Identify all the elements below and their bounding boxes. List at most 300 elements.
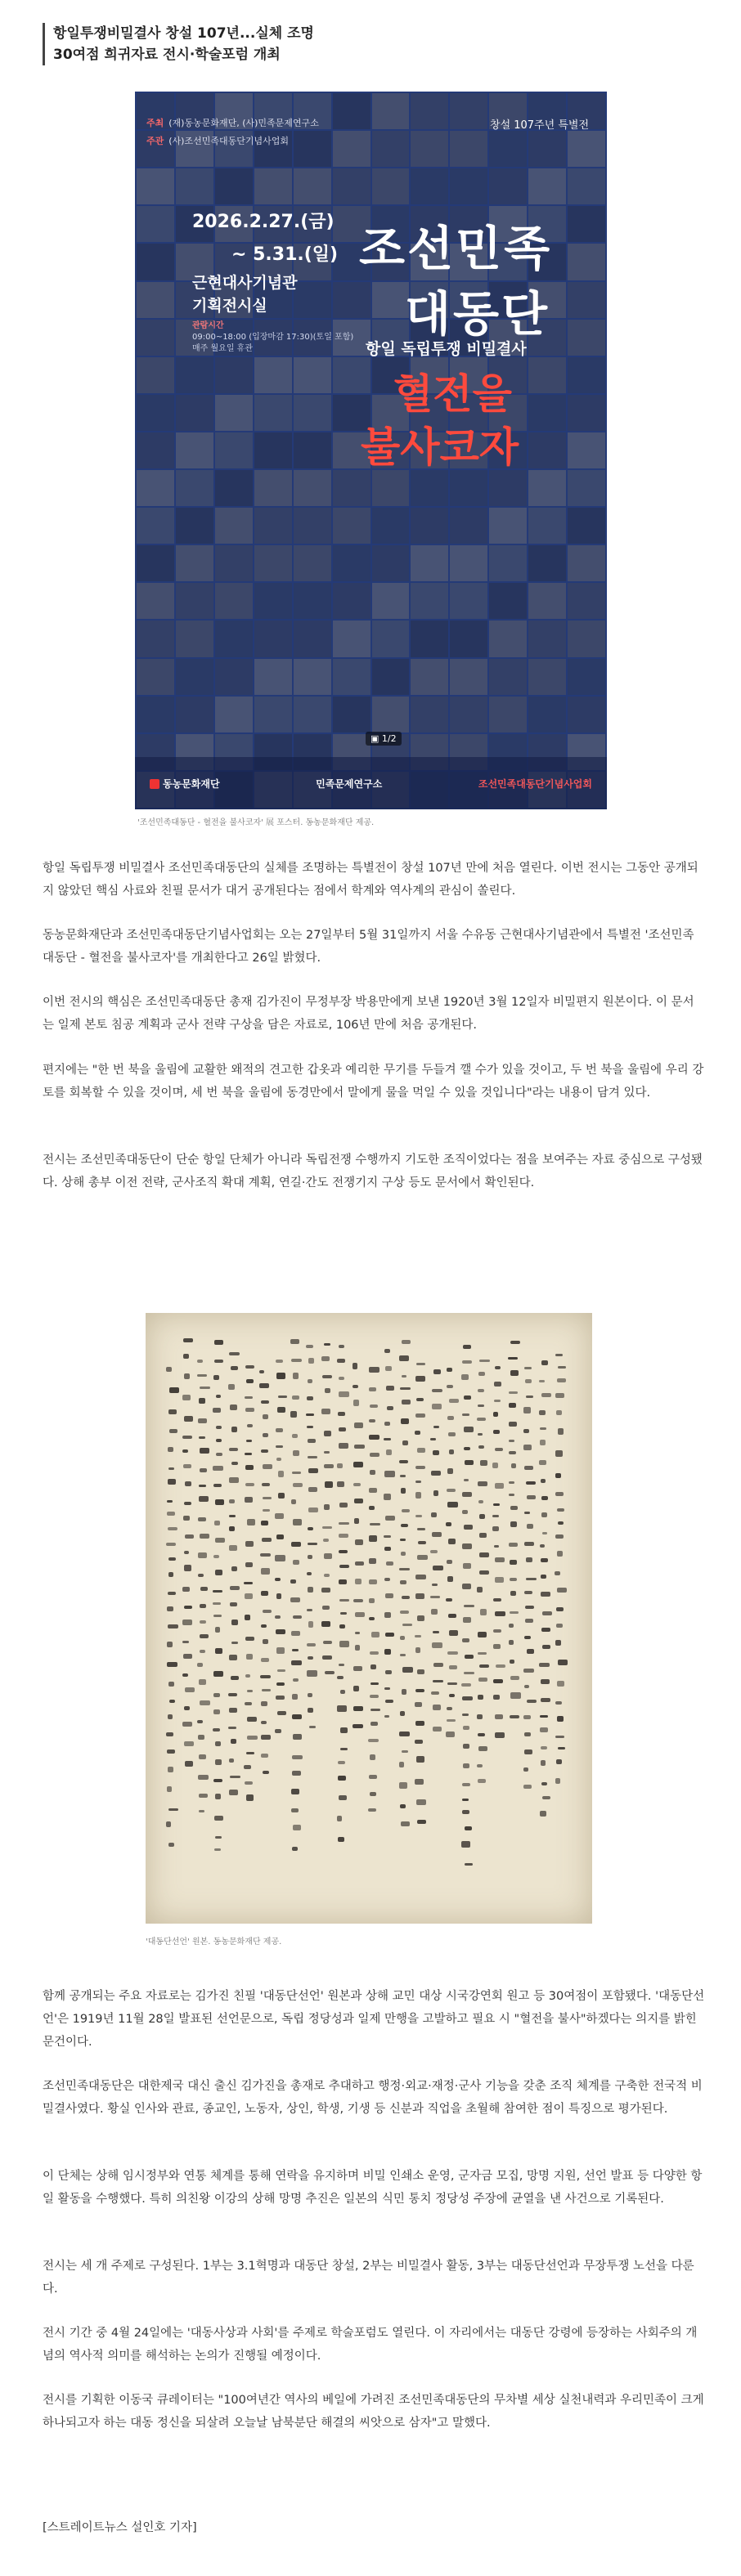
- handwriting-stroke: [384, 1438, 391, 1440]
- handwriting-stroke: [292, 1771, 301, 1776]
- handwriting-stroke: [510, 1341, 521, 1345]
- handwriting-stroke: [524, 1732, 531, 1736]
- handwriting-stroke: [433, 1727, 442, 1732]
- handwriting-stroke: [447, 1468, 452, 1474]
- handwriting-stroke: [228, 1693, 236, 1696]
- handwriting-stroke: [229, 1499, 235, 1503]
- handwriting-stroke: [263, 1464, 272, 1469]
- organizer-label: 주관: [146, 136, 164, 146]
- handwriting-stroke: [200, 1604, 206, 1608]
- handwriting-stroke: [197, 1720, 203, 1723]
- handwriting-stroke: [276, 1360, 282, 1362]
- handwriting-stroke: [540, 1544, 545, 1548]
- handwriting-stroke: [526, 1481, 536, 1485]
- handwriting-stroke: [495, 1611, 505, 1616]
- handwriting-stroke: [216, 1395, 222, 1398]
- handwriting-stroke: [214, 1848, 221, 1851]
- handwriting-stroke: [184, 1416, 194, 1421]
- handwriting-stroke: [308, 1543, 317, 1545]
- handwriting-stroke: [198, 1418, 206, 1423]
- handwriting-stroke: [400, 1387, 411, 1390]
- handwriting-stroke: [183, 1516, 190, 1521]
- handwriting-stroke: [369, 1579, 377, 1584]
- handwriting-stroke: [370, 1470, 375, 1475]
- handwriting-stroke: [527, 1700, 537, 1703]
- handwriting-stroke: [229, 1708, 237, 1713]
- handwriting-stroke: [509, 1451, 516, 1454]
- handwriting-stroke: [433, 1490, 439, 1496]
- handwriting-stroke: [477, 1714, 483, 1719]
- headline: [43, 23, 314, 65]
- handwriting-stroke: [308, 1656, 312, 1660]
- handwriting-stroke: [493, 1598, 501, 1601]
- handwriting-stroke: [494, 1400, 501, 1402]
- poster-venue: [192, 271, 297, 317]
- handwriting-stroke: [182, 1587, 190, 1592]
- handwriting-stroke: [558, 1366, 566, 1369]
- handwriting-stroke: [461, 1683, 471, 1686]
- handwriting-stroke: [555, 1736, 564, 1738]
- handwriting-stroke: [509, 1440, 514, 1442]
- handwriting-stroke: [245, 1637, 254, 1641]
- handwriting-stroke: [197, 1360, 203, 1363]
- handwriting-stroke: [399, 1782, 407, 1788]
- handwriting-stroke: [229, 1545, 237, 1551]
- handwriting-stroke: [325, 1388, 330, 1394]
- handwriting-stroke: [557, 1378, 566, 1382]
- handwriting-stroke: [556, 1607, 564, 1611]
- handwriting-stroke: [417, 1555, 428, 1560]
- handwriting-stroke: [448, 1614, 456, 1618]
- handwriting-stroke: [465, 1460, 474, 1465]
- handwriting-stroke: [384, 1494, 391, 1499]
- handwriting-stroke: [168, 1682, 174, 1687]
- handwriting-stroke: [415, 1740, 422, 1744]
- handwriting-stroke: [229, 1790, 237, 1795]
- handwriting-stroke: [307, 1572, 312, 1575]
- handwriting-stroke: [415, 1702, 422, 1707]
- handwriting-stroke: [370, 1453, 379, 1457]
- handwriting-stroke: [415, 1575, 426, 1579]
- handwriting-stroke: [478, 1404, 484, 1408]
- handwriting-stroke: [244, 1765, 251, 1769]
- handwriting-stroke: [245, 1396, 253, 1399]
- exhibition-poster: [135, 92, 607, 809]
- handwriting-stroke: [276, 1629, 285, 1634]
- handwriting-stroke: [168, 1409, 177, 1414]
- handwriting-stroke: [324, 1504, 330, 1510]
- handwriting-stroke: [432, 1584, 438, 1586]
- handwriting-stroke: [369, 1488, 377, 1492]
- handwriting-stroke: [200, 1534, 209, 1539]
- handwriting-stroke: [386, 1561, 393, 1566]
- handwriting-stroke: [387, 1406, 394, 1410]
- handwriting-stroke: [339, 1624, 345, 1628]
- handwriting-stroke: [495, 1577, 504, 1583]
- handwriting-stroke: [493, 1679, 503, 1682]
- handwriting-stroke: [384, 1349, 389, 1353]
- handwriting-stroke: [541, 1393, 551, 1397]
- handwriting-stroke: [214, 1340, 223, 1345]
- handwriting-stroke: [446, 1732, 455, 1737]
- handwriting-stroke: [463, 1345, 472, 1349]
- handwriting-stroke: [213, 1615, 221, 1617]
- handwriting-stroke: [183, 1654, 192, 1659]
- handwriting-stroke: [371, 1632, 379, 1637]
- handwriting-stroke: [340, 1727, 348, 1732]
- handwriting-stroke: [509, 1422, 518, 1427]
- handwriting-stroke: [247, 1690, 254, 1692]
- handwriting-stroke: [213, 1408, 221, 1413]
- handwriting-stroke: [418, 1541, 426, 1544]
- handwriting-stroke: [465, 1655, 474, 1659]
- handwriting-stroke: [184, 1565, 191, 1570]
- handwriting-stroke: [215, 1499, 224, 1505]
- paragraph-4: 편지에는 "한 번 북을 울림에 교활한 왜적의 견고한 갑옷과 예리한 무기를 두들겨 깰 수가 있을 것이고, 두 번 북을 울림에 우리 강토를 회복할 수 있을 것이며, 세 번 북을 울림에 동경만에서 말에게 물을 먹일 수 있을 것입니다"라는 내용이 담겨 있다.: [43, 1064, 704, 1100]
- handwriting-stroke: [185, 1761, 193, 1767]
- handwriting-stroke: [511, 1463, 517, 1467]
- handwriting-stroke: [167, 1786, 173, 1792]
- handwriting-stroke: [555, 1450, 563, 1456]
- handwriting-stroke: [494, 1545, 499, 1548]
- handwriting-stroke: [245, 1593, 253, 1599]
- handwriting-stroke: [167, 1512, 175, 1516]
- handwriting-stroke: [325, 1671, 335, 1673]
- handwriting-stroke: [431, 1471, 441, 1476]
- handwriting-stroke: [229, 1352, 239, 1355]
- handwriting-stroke: [198, 1517, 206, 1521]
- handwriting-stroke: [213, 1728, 220, 1732]
- handwriting-stroke: [449, 1630, 459, 1636]
- handwriting-stroke: [213, 1779, 222, 1782]
- handwriting-stroke: [448, 1539, 456, 1544]
- handwriting-stroke: [542, 1611, 552, 1615]
- handwriting-stroke: [168, 1479, 176, 1485]
- handwriting-stroke: [307, 1426, 313, 1429]
- handwriting-stroke: [492, 1463, 498, 1468]
- handwriting-stroke: [199, 1485, 206, 1487]
- handwriting-stroke: [540, 1811, 546, 1817]
- handwriting-stroke: [215, 1570, 222, 1575]
- handwriting-stroke: [354, 1445, 365, 1449]
- handwriting-stroke: [325, 1481, 333, 1487]
- handwriting-stroke: [402, 1667, 413, 1673]
- handwriting-stroke: [184, 1606, 192, 1609]
- handwriting-stroke: [385, 1366, 392, 1371]
- handwriting-stroke: [400, 1804, 406, 1808]
- handwriting-stroke: [229, 1758, 234, 1763]
- handwriting-stroke: [432, 1642, 442, 1648]
- handwriting-stroke: [168, 1447, 173, 1453]
- handwriting-stroke: [417, 1528, 425, 1531]
- handwriting-stroke: [183, 1354, 189, 1359]
- handwriting-stroke: [523, 1429, 529, 1433]
- poster-title-line1: 조선민족: [359, 221, 553, 276]
- handwriting-stroke: [523, 1669, 533, 1673]
- handwriting-stroke: [200, 1700, 210, 1705]
- handwriting-stroke: [168, 1843, 174, 1847]
- handwriting-stroke: [182, 1673, 188, 1677]
- handwriting-stroke: [370, 1695, 378, 1698]
- handwriting-stroke: [541, 1558, 549, 1562]
- handwriting-stroke: [399, 1355, 409, 1360]
- handwriting-stroke: [169, 1387, 179, 1394]
- handwriting-stroke: [308, 1358, 314, 1364]
- handwriting-stroke: [557, 1716, 564, 1721]
- handwriting-stroke: [415, 1492, 421, 1499]
- headline-line2: 30여점 희귀자료 전시·학술포럼 개최: [53, 47, 281, 63]
- handwriting-stroke: [355, 1632, 360, 1635]
- handwriting-stroke: [400, 1539, 406, 1542]
- handwriting-stroke: [369, 1419, 375, 1423]
- handwriting-stroke: [496, 1664, 506, 1668]
- footer-mid: 민족문제연구소: [316, 777, 383, 790]
- handwriting-stroke: [370, 1682, 379, 1685]
- handwriting-stroke: [200, 1448, 209, 1453]
- handwriting-stroke: [415, 1481, 421, 1483]
- handwriting-stroke: [495, 1557, 505, 1562]
- handwriting-stroke: [293, 1450, 299, 1456]
- poster-date-start: 2026.2.27.(금): [192, 212, 335, 232]
- handwriting-stroke: [495, 1714, 503, 1719]
- handwriting-stroke: [462, 1810, 469, 1814]
- handwriting-stroke: [542, 1796, 550, 1799]
- handwriting-stroke: [539, 1380, 545, 1383]
- handwriting-stroke: [510, 1506, 518, 1509]
- handwriting-stroke: [462, 1799, 469, 1801]
- handwriting-stroke: [198, 1574, 203, 1576]
- handwriting-stroke: [353, 1706, 362, 1711]
- handwriting-stroke: [415, 1413, 425, 1418]
- document-caption: '대동단선언' 원본. 동농문화재단 제공.: [146, 1938, 282, 1947]
- handwriting-stroke: [245, 1453, 252, 1455]
- handwriting-stroke: [261, 1658, 270, 1662]
- handwriting-stroke: [261, 1568, 271, 1575]
- handwriting-stroke: [526, 1396, 533, 1398]
- handwriting-stroke: [308, 1456, 317, 1458]
- handwriting-stroke: [308, 1439, 315, 1443]
- handwriting-stroke: [433, 1705, 441, 1710]
- handwriting-stroke: [324, 1431, 331, 1436]
- handwriting-stroke: [182, 1641, 189, 1644]
- handwriting-stroke: [433, 1663, 444, 1667]
- handwriting-stroke: [461, 1374, 469, 1380]
- handwriting-stroke: [184, 1551, 189, 1554]
- handwriting-stroke: [555, 1640, 562, 1645]
- handwriting-stroke: [523, 1767, 528, 1772]
- handwriting-stroke: [509, 1624, 514, 1628]
- handwriting-stroke: [369, 1598, 375, 1603]
- handwriting-stroke: [526, 1578, 537, 1580]
- handwriting-stroke: [198, 1735, 204, 1740]
- handwriting-stroke: [231, 1566, 237, 1571]
- handwriting-stroke: [401, 1552, 406, 1556]
- handwriting-stroke: [478, 1481, 487, 1486]
- handwriting-stroke: [447, 1682, 456, 1685]
- handwriting-stroke: [447, 1576, 453, 1582]
- handwriting-stroke: [369, 1558, 376, 1564]
- handwriting-stroke: [308, 1379, 312, 1383]
- handwriting-stroke: [261, 1721, 267, 1724]
- handwriting-stroke: [307, 1670, 317, 1677]
- handwriting-stroke: [527, 1649, 534, 1654]
- handwriting-stroke: [384, 1649, 390, 1655]
- handwriting-stroke: [479, 1360, 490, 1362]
- handwriting-stroke: [276, 1593, 281, 1599]
- handwriting-stroke: [261, 1449, 269, 1453]
- handwriting-stroke: [446, 1598, 452, 1602]
- handwriting-stroke: [355, 1645, 360, 1651]
- handwriting-stroke: [213, 1484, 222, 1488]
- handwriting-stroke: [321, 1356, 329, 1361]
- handwriting-stroke: [338, 1412, 345, 1415]
- handwriting-stroke: [385, 1670, 393, 1674]
- handwriting-stroke: [322, 1375, 332, 1378]
- handwriting-stroke: [184, 1373, 190, 1379]
- handwriting-stroke: [510, 1660, 514, 1664]
- handwriting-stroke: [168, 1592, 176, 1595]
- handwriting-stroke: [169, 1429, 177, 1433]
- handwriting-stroke: [385, 1700, 393, 1704]
- handwriting-stroke: [291, 1808, 299, 1812]
- handwriting-stroke: [526, 1557, 532, 1563]
- handwriting-stroke: [399, 1460, 408, 1463]
- handwriting-stroke: [200, 1587, 208, 1591]
- handwriting-stroke: [464, 1479, 469, 1482]
- handwriting-stroke: [293, 1615, 302, 1620]
- handwriting-stroke: [463, 1763, 469, 1768]
- handwriting-stroke: [231, 1366, 238, 1371]
- handwriting-stroke: [479, 1664, 489, 1667]
- handwriting-stroke: [215, 1836, 222, 1839]
- handwriting-stroke: [245, 1674, 250, 1678]
- handwriting-stroke: [555, 1571, 559, 1575]
- handwriting-stroke: [261, 1754, 267, 1758]
- handwriting-stroke: [323, 1641, 332, 1644]
- handwriting-stroke: [246, 1794, 254, 1800]
- handwriting-stroke: [447, 1651, 458, 1655]
- handwriting-stroke: [415, 1431, 420, 1435]
- handwriting-stroke: [385, 1633, 395, 1637]
- handwriting-stroke: [508, 1357, 518, 1360]
- handwriting-stroke: [402, 1340, 411, 1344]
- handwriting-stroke: [321, 1588, 330, 1593]
- handwriting-stroke: [231, 1739, 236, 1744]
- venue-line1: 근현대사기념관: [192, 274, 298, 292]
- handwriting-stroke: [199, 1398, 204, 1404]
- handwriting-stroke: [200, 1387, 210, 1389]
- handwriting-stroke: [245, 1465, 254, 1470]
- handwriting-stroke: [276, 1458, 281, 1461]
- handwriting-stroke: [401, 1821, 410, 1826]
- handwriting-stroke: [495, 1732, 505, 1738]
- handwriting-stroke: [384, 1471, 395, 1477]
- handwriting-stroke: [339, 1503, 348, 1508]
- poster-footer: [135, 757, 607, 809]
- handwriting-stroke: [337, 1705, 347, 1711]
- handwriting-stroke: [214, 1521, 220, 1525]
- paragraph-8: 이 단체는 상해 임시정부와 연통 체계를 통해 연락을 유지하며 비밀 인쇄소 운영, 군자금 모집, 망명 지원, 선언 발표 등 다양한 항일 활동을 수행했다. 특히 의친왕 이강의 상해 망명 추진은 일본의 식민 통치 정당성 주장에 균열을 낸 사건으로 기록된다.: [43, 2170, 703, 2206]
- handwriting-stroke: [464, 1396, 471, 1400]
- handwriting-stroke: [556, 1624, 563, 1628]
- handwriting-stroke: [464, 1525, 473, 1530]
- handwriting-stroke: [246, 1440, 253, 1442]
- handwriting-stroke: [246, 1379, 254, 1383]
- handwriting-stroke: [168, 1527, 177, 1530]
- handwriting-stroke: [417, 1820, 426, 1824]
- handwriting-stroke: [306, 1345, 313, 1347]
- handwriting-stroke: [464, 1605, 474, 1607]
- handwriting-stroke: [213, 1375, 219, 1380]
- handwriting-stroke: [199, 1679, 206, 1685]
- handwriting-stroke: [432, 1404, 442, 1409]
- handwriting-stroke: [478, 1445, 484, 1449]
- handwriting-stroke: [541, 1746, 547, 1749]
- handwriting-stroke: [369, 1775, 377, 1779]
- handwriting-stroke: [556, 1410, 562, 1415]
- handwriting-stroke: [307, 1609, 312, 1611]
- handwriting-stroke: [509, 1391, 517, 1394]
- handwriting-stroke: [555, 1492, 564, 1496]
- poster-red-line2: 불사코자: [361, 423, 519, 471]
- handwriting-stroke: [384, 1578, 390, 1581]
- handwriting-stroke: [293, 1483, 303, 1487]
- handwriting-stroke: [524, 1636, 532, 1638]
- handwriting-stroke: [447, 1416, 454, 1420]
- handwriting-stroke: [200, 1634, 209, 1638]
- poster-pager[interactable]: [366, 732, 402, 746]
- handwriting-stroke: [447, 1719, 456, 1722]
- handwriting-stroke: [339, 1565, 349, 1568]
- handwriting-stroke: [261, 1735, 271, 1740]
- handwriting-stroke: [386, 1449, 392, 1455]
- handwriting-stroke: [368, 1739, 379, 1743]
- handwriting-stroke: [308, 1555, 312, 1559]
- handwriting-stroke: [182, 1395, 191, 1400]
- handwriting-stroke: [463, 1744, 469, 1749]
- handwriting-stroke: [400, 1580, 406, 1584]
- handwriting-stroke: [308, 1693, 312, 1696]
- handwriting-stroke: [292, 1396, 299, 1400]
- handwriting-stroke: [353, 1686, 359, 1691]
- handwriting-stroke: [245, 1541, 254, 1547]
- handwriting-stroke: [276, 1682, 285, 1685]
- handwriting-stroke: [510, 1692, 521, 1699]
- handwriting-stroke: [447, 1560, 453, 1564]
- handwriting-stroke: [402, 1624, 413, 1626]
- handwriting-stroke: [293, 1373, 299, 1378]
- handwriting-stroke: [213, 1590, 222, 1593]
- handwriting-stroke: [228, 1727, 236, 1729]
- handwriting-stroke: [555, 1354, 563, 1356]
- hours-label: 관람시간: [192, 321, 224, 330]
- handwriting-stroke: [557, 1588, 568, 1593]
- handwriting-stroke: [557, 1551, 563, 1557]
- handwriting-stroke: [292, 1755, 303, 1758]
- handwriting-stroke: [213, 1466, 223, 1470]
- handwriting-stroke: [229, 1526, 235, 1531]
- handwriting-stroke: [524, 1512, 530, 1514]
- venue-line2: 기획전시실: [192, 297, 267, 315]
- logo-mark-icon: [150, 779, 159, 789]
- handwriting-stroke: [401, 1418, 409, 1424]
- handwriting-stroke: [447, 1489, 456, 1491]
- handwriting-stroke: [261, 1624, 266, 1628]
- handwriting-stroke: [276, 1445, 283, 1448]
- handwriting-stroke: [339, 1391, 348, 1397]
- handwriting-stroke: [509, 1403, 515, 1408]
- handwriting-stroke: [245, 1615, 250, 1620]
